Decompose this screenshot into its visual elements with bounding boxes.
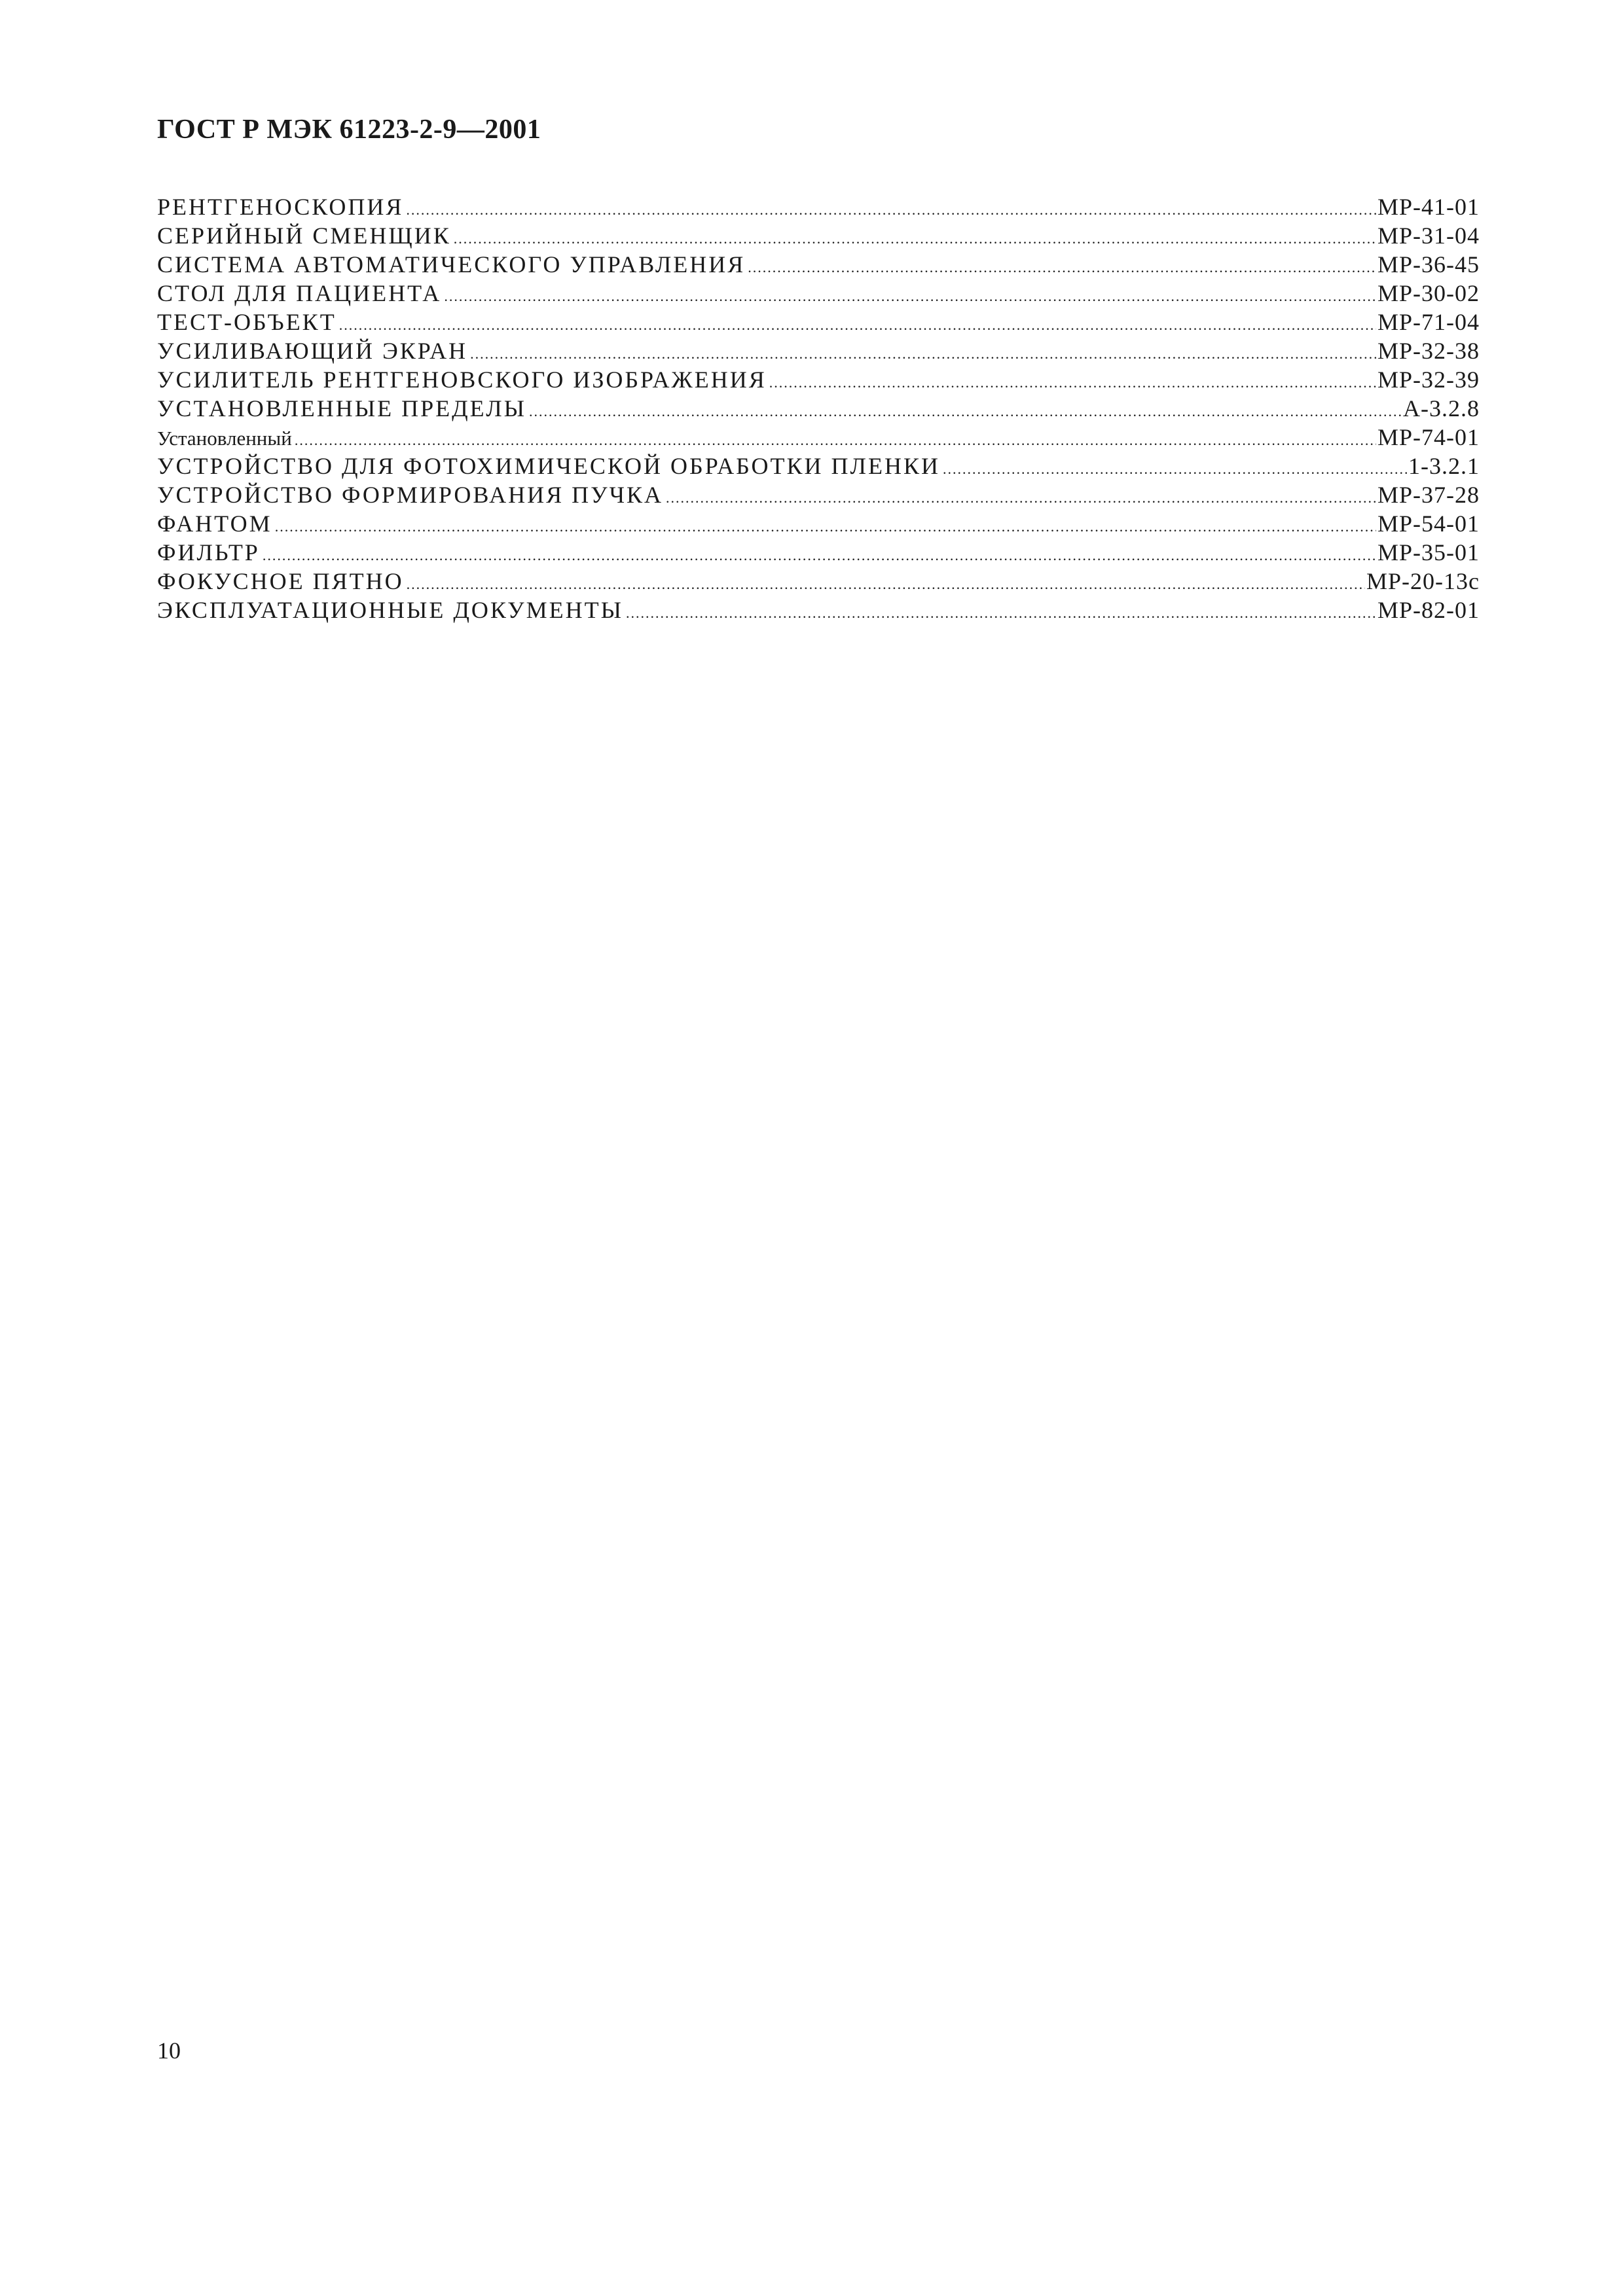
index-entry bbox=[157, 365, 1480, 394]
index-reference: МР-30-02 bbox=[1377, 280, 1480, 306]
index-reference: МР-32-38 bbox=[1377, 338, 1480, 364]
index-term: Установленный bbox=[157, 427, 292, 450]
index-term: СИСТЕМА АВТОМАТИЧЕСКОГО УПРАВЛЕНИЯ bbox=[157, 251, 746, 278]
dot-leader bbox=[943, 455, 1407, 484]
index-entry bbox=[157, 596, 1480, 624]
dot-leader bbox=[407, 570, 1365, 599]
dot-leader bbox=[748, 253, 1376, 282]
index-reference: МР-31-04 bbox=[1377, 223, 1480, 249]
index-entry bbox=[157, 538, 1480, 567]
index-term: ТЕСТ-ОБЪЕКТ bbox=[157, 309, 337, 335]
index-term: СТОЛ ДЛЯ ПАЦИЕНТА bbox=[157, 280, 442, 306]
index-entry bbox=[157, 250, 1480, 279]
index-entry bbox=[157, 509, 1480, 538]
dot-leader bbox=[626, 599, 1376, 628]
dot-leader bbox=[406, 196, 1376, 224]
dot-leader bbox=[454, 224, 1376, 253]
dot-leader bbox=[339, 311, 1376, 340]
index-reference: МР-74-01 bbox=[1377, 424, 1480, 450]
index-entry bbox=[157, 279, 1480, 308]
dot-leader bbox=[263, 541, 1376, 570]
dot-leader bbox=[275, 512, 1376, 541]
index-term: ФИЛЬТР bbox=[157, 539, 260, 565]
index-entry bbox=[157, 221, 1480, 250]
index-reference: МР-32-39 bbox=[1377, 367, 1480, 393]
dot-leader bbox=[529, 397, 1402, 426]
dot-leader bbox=[444, 282, 1376, 311]
index-reference: А-3.2.8 bbox=[1403, 395, 1480, 422]
index-term: ФОКУСНОЕ ПЯТНО bbox=[157, 568, 404, 594]
index-term: СЕРИЙНЫЙ СМЕНЩИК bbox=[157, 223, 451, 249]
index-entry bbox=[157, 567, 1480, 596]
index-entry bbox=[157, 423, 1480, 452]
dot-leader bbox=[470, 340, 1376, 368]
index-reference: МР-71-04 bbox=[1377, 309, 1480, 335]
index-term: УСТРОЙСТВО ФОРМИРОВАНИЯ ПУЧКА bbox=[157, 482, 663, 508]
index-entry bbox=[157, 394, 1480, 423]
dot-leader bbox=[769, 368, 1376, 397]
index-reference: МР-82-01 bbox=[1377, 597, 1480, 623]
index-reference: МР-41-01 bbox=[1377, 194, 1480, 220]
index-term: РЕНТГЕНОСКОПИЯ bbox=[157, 194, 404, 220]
index-term: УСТРОЙСТВО ДЛЯ ФОТОХИМИЧЕСКОЙ ОБРАБОТКИ ПЛЕНКИ bbox=[157, 453, 940, 479]
document-header: ГОСТ Р МЭК 61223-2-9—2001 bbox=[157, 115, 541, 145]
index-entry bbox=[157, 192, 1480, 221]
index-term: УСИЛИТЕЛЬ РЕНТГЕНОВСКОГО ИЗОБРАЖЕНИЯ bbox=[157, 367, 767, 393]
index-entry bbox=[157, 336, 1480, 365]
index-reference: МР-35-01 bbox=[1377, 539, 1480, 565]
index-entry bbox=[157, 308, 1480, 336]
index-term: УСТАНОВЛЕННЫЕ ПРЕДЕЛЫ bbox=[157, 395, 527, 422]
dot-leader bbox=[666, 484, 1376, 512]
index-entry bbox=[157, 452, 1480, 480]
dot-leader bbox=[295, 426, 1376, 455]
index-reference: МР-54-01 bbox=[1377, 511, 1480, 537]
index-list bbox=[157, 192, 1480, 624]
index-term: УСИЛИВАЮЩИЙ ЭКРАН bbox=[157, 338, 468, 364]
index-reference: МР-37-28 bbox=[1377, 482, 1480, 508]
index-reference: МР-20-13с bbox=[1366, 568, 1480, 594]
page-number: 10 bbox=[157, 2037, 181, 2064]
index-term: ФАНТОМ bbox=[157, 511, 272, 537]
index-term: ЭКСПЛУАТАЦИОННЫЕ ДОКУМЕНТЫ bbox=[157, 597, 624, 623]
index-reference: 1-3.2.1 bbox=[1408, 453, 1480, 479]
index-entry bbox=[157, 480, 1480, 509]
index-reference: МР-36-45 bbox=[1377, 251, 1480, 278]
